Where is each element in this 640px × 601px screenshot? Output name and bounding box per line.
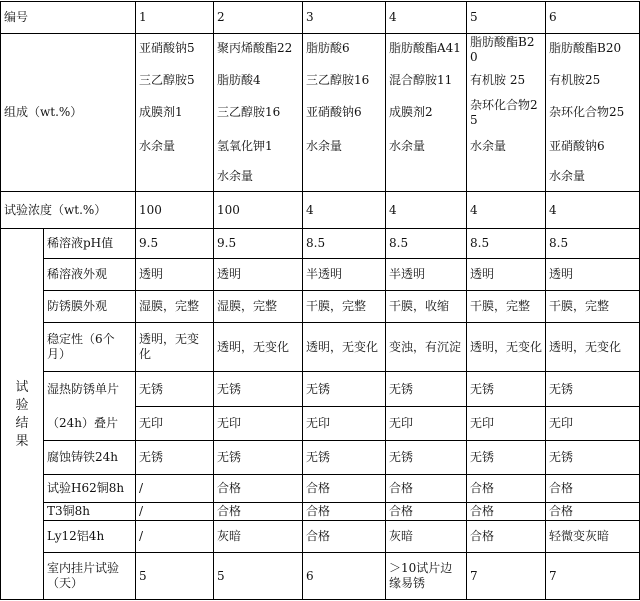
composition-cell: 脂肪酸4 (217, 73, 261, 87)
result-row-label: 室内挂片试验（天） (47, 561, 120, 590)
composition-cell: 水余量 (139, 139, 176, 153)
result-cell: 透明 (549, 267, 574, 281)
composition-cell: 脂肪酸酯B20 (549, 41, 622, 55)
composition-cell: 脂肪酸酯A41 (389, 41, 461, 55)
composition-cell: 有机胺 25 (470, 73, 526, 87)
result-cell: 无印 (549, 416, 574, 430)
result-cell: 8.5 (549, 236, 569, 250)
result-cell: 5 (139, 568, 147, 583)
result-row-label: 稳定性（6个月） (47, 332, 115, 361)
result-cell: 无锈 (139, 381, 164, 396)
result-cell: 灰暗 (217, 529, 242, 543)
header-col-2: 2 (217, 10, 225, 24)
result-row-label: 湿热防锈单片 (47, 381, 120, 396)
result-cell: 干膜，收缩 (389, 299, 450, 313)
header-col-5: 5 (470, 10, 478, 24)
concentration-cell: 100 (139, 202, 162, 217)
result-cell: 9.5 (217, 236, 237, 250)
composition-cell: 杂环化合物25 (549, 105, 625, 119)
result-cell: 8.5 (306, 236, 326, 250)
result-cell: / (139, 481, 144, 495)
result-cell: 透明，无变化 (306, 339, 379, 354)
header-col-6: 6 (549, 10, 557, 24)
result-row-label: 腐蚀铸铁24h (47, 450, 118, 464)
result-cell: 合格 (306, 529, 331, 543)
concentration-label: 试验浓度（wt.%） (4, 202, 107, 217)
result-cell: 透明 (217, 267, 242, 281)
result-cell: 无锈 (549, 450, 574, 464)
result-cell: 无印 (306, 416, 331, 430)
result-cell: 半透明 (306, 267, 343, 281)
concentration-cell: 4 (470, 202, 478, 217)
result-row-label: （24h）叠片 (47, 416, 118, 430)
result-cell: 干膜，完整 (306, 299, 367, 313)
result-cell: 合格 (549, 481, 574, 495)
result-cell: 透明 (470, 267, 495, 281)
result-cell: 无锈 (306, 450, 331, 464)
composition-cell: 混合醇胺11 (389, 73, 453, 87)
result-cell: 无锈 (549, 381, 574, 396)
composition-cell: 有机胺25 (549, 73, 601, 87)
result-cell: 透明，无变化 (139, 332, 200, 361)
result-cell: 干膜，完整 (549, 299, 610, 313)
results-group-label: 试验结果 (15, 379, 29, 449)
composition-cell: 水余量 (470, 139, 507, 153)
result-cell: 无锈 (470, 450, 495, 464)
result-row-label: 试验H62铜8h (47, 481, 125, 495)
result-cell: 透明，无变化 (470, 339, 543, 354)
composition-cell: 水余量 (217, 169, 254, 183)
result-cell: 7 (470, 568, 478, 583)
result-row-label: Ly12铝4h (47, 529, 105, 543)
composition-cell: 脂肪酸6 (306, 41, 350, 55)
result-cell: 透明，无变化 (549, 339, 622, 354)
result-cell: 湿膜，完整 (217, 299, 278, 313)
composition-cell: 亚硝酸钠5 (139, 41, 195, 55)
result-cell: 7 (549, 568, 557, 583)
composition-cell: 水余量 (306, 139, 343, 153)
result-cell: 合格 (306, 481, 331, 495)
composition-cell: 杂环化合物25 (470, 98, 538, 127)
result-cell: 湿膜，完整 (139, 299, 200, 313)
result-row-label: 稀溶液外观 (47, 267, 108, 281)
result-cell: 合格 (470, 504, 495, 518)
result-cell: 8.5 (389, 236, 409, 250)
composition-cell: 聚丙烯酸酯22 (217, 41, 293, 55)
header-col-3: 3 (306, 10, 314, 24)
result-cell: 合格 (470, 529, 495, 543)
result-cell: 干膜，完整 (470, 299, 531, 313)
composition-cell: 水余量 (389, 139, 426, 153)
composition-cell: 成膜剂2 (389, 105, 433, 119)
result-cell: 合格 (389, 481, 414, 495)
result-cell: 合格 (306, 504, 331, 518)
result-cell: 无锈 (470, 381, 495, 396)
result-cell: 9.5 (139, 236, 159, 250)
result-cell: 无印 (470, 416, 495, 430)
result-cell: / (139, 529, 144, 543)
result-row-label: T3铜8h (47, 504, 91, 518)
composition-cell: 三乙醇胺16 (306, 73, 370, 87)
result-cell: 透明 (139, 267, 164, 281)
result-cell: 无锈 (139, 450, 164, 464)
composition-cell: 亚硝酸钠6 (306, 105, 362, 119)
result-cell: 无锈 (306, 381, 331, 396)
composition-cell: 水余量 (549, 169, 586, 183)
result-cell: 无锈 (389, 381, 414, 396)
result-cell: 变浊，有沉淀 (389, 339, 462, 354)
result-cell: 合格 (470, 481, 495, 495)
result-cell: 合格 (549, 504, 574, 518)
result-cell: 无锈 (389, 450, 414, 464)
result-cell: 半透明 (389, 267, 426, 281)
result-cell: 无印 (217, 416, 242, 430)
result-cell: 轻微变灰暗 (549, 529, 610, 543)
composition-cell: 亚硝酸钠6 (549, 139, 605, 153)
result-cell: ＞10试片边缘易锈 (389, 561, 453, 590)
composition-cell: 脂肪酸酯B20 (470, 35, 535, 64)
result-cell: 合格 (217, 504, 242, 518)
result-cell: 5 (217, 568, 225, 583)
result-cell: 8.5 (470, 236, 490, 250)
result-cell: 灰暗 (389, 529, 414, 543)
concentration-cell: 4 (389, 202, 397, 217)
composition-cell: 三乙醇胺16 (217, 105, 281, 119)
header-label: 编号 (4, 10, 29, 24)
result-cell: 无锈 (217, 450, 242, 464)
composition-label: 组成（wt.%） (4, 105, 83, 119)
header-col-1: 1 (139, 10, 147, 24)
result-cell: 合格 (217, 481, 242, 495)
composition-cell: 三乙醇胺5 (139, 73, 195, 87)
concentration-cell: 100 (217, 202, 240, 217)
result-row-label: 稀溶液pH值 (47, 236, 114, 250)
result-cell: 无印 (139, 416, 164, 430)
result-cell: 合格 (389, 504, 414, 518)
result-cell: 无印 (389, 416, 414, 430)
composition-cell: 氢氧化钾1 (217, 139, 273, 153)
result-row-label: 防锈膜外观 (47, 299, 108, 313)
result-cell: 6 (306, 568, 314, 583)
result-cell: / (139, 504, 144, 518)
concentration-cell: 4 (549, 202, 557, 217)
result-cell: 无锈 (217, 381, 242, 396)
concentration-cell: 4 (306, 202, 314, 217)
result-cell: 透明，无变化 (217, 339, 290, 354)
header-col-4: 4 (389, 10, 397, 24)
composition-cell: 成膜剂1 (139, 105, 183, 119)
